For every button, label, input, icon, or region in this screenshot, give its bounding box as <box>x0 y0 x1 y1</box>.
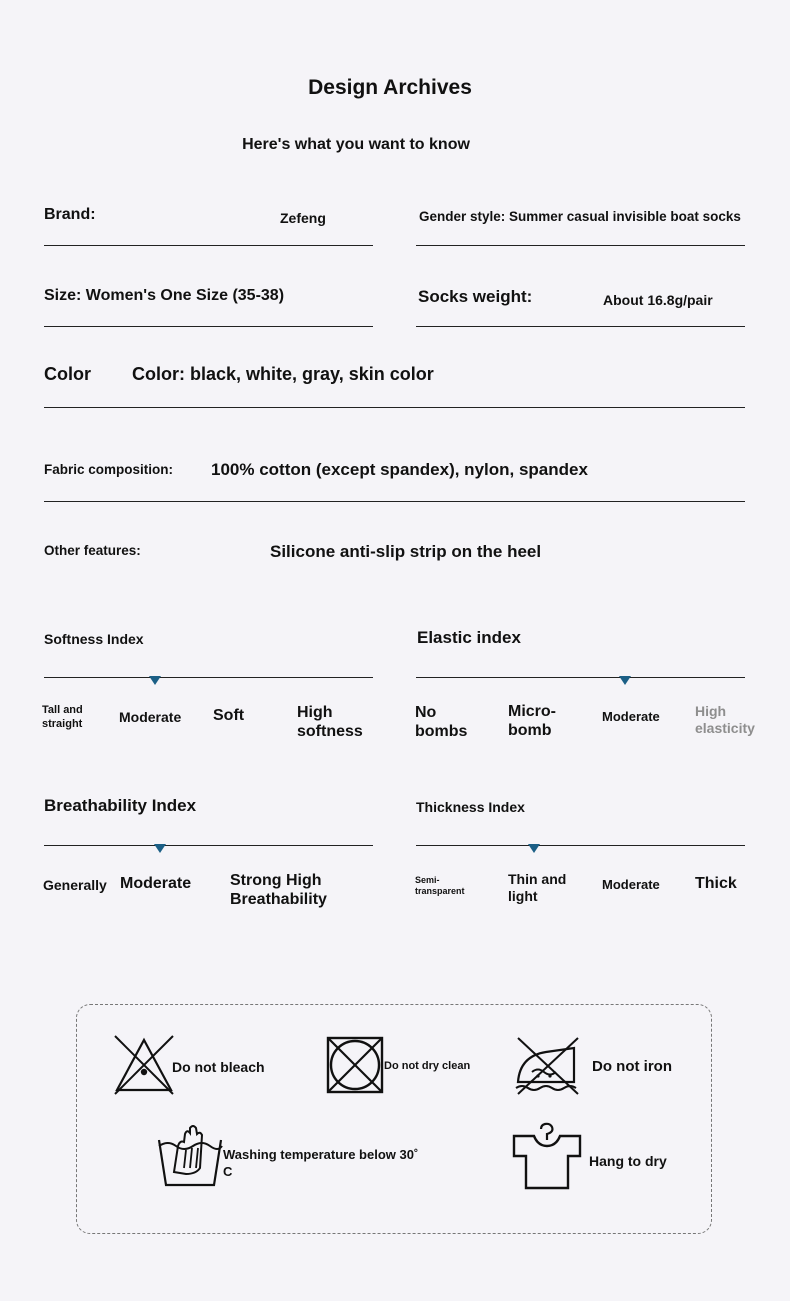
hang-dry-label: Hang to dry <box>589 1153 667 1169</box>
softness-option: Soft <box>213 707 245 724</box>
divider <box>44 501 745 502</box>
hang-dry-icon <box>510 1122 584 1190</box>
softness-scale <box>44 677 373 678</box>
hand-wash-icon <box>156 1124 226 1188</box>
breathability-scale <box>44 845 373 846</box>
softness-marker <box>149 676 161 685</box>
color-value: Color: black, white, gray, skin color <box>132 364 434 384</box>
breathability-title: Breathability Index <box>44 796 197 815</box>
breathability-option: Strong High Breathability <box>230 872 327 908</box>
elastic-title: Elastic index <box>417 628 521 647</box>
wash-temp-label: Washing temperature below 30˚ C <box>223 1147 419 1179</box>
softness-option-selected: Moderate <box>119 709 182 725</box>
softness-option: Tall and straight <box>42 704 83 730</box>
features-label: Other features: <box>44 543 141 558</box>
fabric-value: 100% cotton (except spandex), nylon, spandex <box>211 460 588 479</box>
thickness-option: Semi-transparent <box>415 875 465 896</box>
weight-label: Socks weight: <box>418 287 533 306</box>
softness-option: High softness <box>297 704 363 740</box>
size-info: Size: Women's One Size (35-38) <box>44 287 285 304</box>
softness-title: Softness Index <box>44 631 144 647</box>
page-title: Design Archives <box>308 76 472 99</box>
thickness-option: Moderate <box>602 877 660 892</box>
breathability-option-selected: Moderate <box>120 875 192 892</box>
no-bleach-icon <box>113 1034 175 1096</box>
no-bleach-label: Do not bleach <box>172 1059 265 1075</box>
elastic-marker <box>619 676 631 685</box>
divider <box>44 326 373 327</box>
no-dry-clean-label: Do not dry clean <box>384 1060 471 1072</box>
features-value: Silicone anti-slip strip on the heel <box>270 542 542 561</box>
thickness-marker <box>528 844 540 853</box>
no-iron-icon <box>512 1034 582 1096</box>
divider <box>416 245 745 246</box>
elastic-scale <box>416 677 745 678</box>
no-dry-clean-icon <box>326 1036 384 1094</box>
thickness-option: Thick <box>695 875 737 892</box>
brand-label: Brand: <box>44 206 96 223</box>
divider <box>416 326 745 327</box>
page-subtitle: Here's what you want to know <box>242 136 470 153</box>
brand-value: Zefeng <box>280 210 326 226</box>
breathability-option: Generally <box>43 877 107 893</box>
divider <box>44 407 745 408</box>
elastic-option: No bombs <box>415 704 468 740</box>
elastic-option: Micro-bomb <box>508 703 556 739</box>
thickness-option-selected: Thin and light <box>508 871 567 904</box>
thickness-title: Thickness Index <box>416 799 525 815</box>
gender-style: Gender style: Summer casual invisible boat socks <box>419 209 741 224</box>
fabric-label: Fabric composition: <box>44 462 174 477</box>
divider <box>44 245 373 246</box>
thickness-scale <box>416 845 745 846</box>
elastic-option-selected: Moderate <box>602 709 660 724</box>
elastic-option: High elasticity <box>695 703 755 736</box>
weight-value: About 16.8g/pair <box>603 292 713 308</box>
breathability-marker <box>154 844 166 853</box>
color-label: Color <box>44 364 91 384</box>
no-iron-label: Do not iron <box>592 1058 672 1075</box>
